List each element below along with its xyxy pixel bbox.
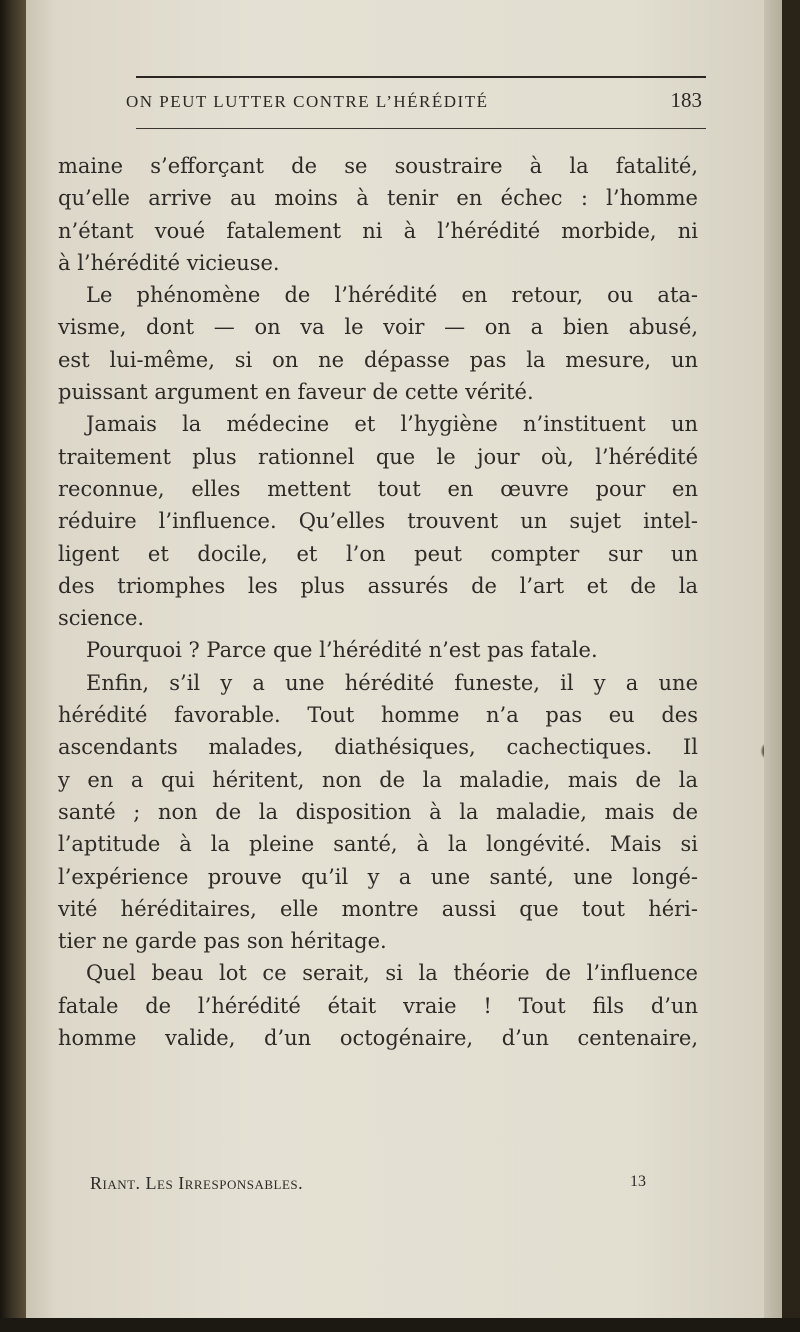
text-line: n’étant voué fatalement ni à l’hérédité morbide, ni <box>58 218 698 243</box>
text-line: vité héréditaires, elle montre aussi que tout héri- <box>58 896 698 921</box>
text-line: à l’hérédité vicieuse. <box>58 250 280 275</box>
text-line: qu’elle arrive au moins à tenir en échec : l’homme <box>58 186 698 211</box>
text-line: visme, dont — on va le voir — on a bien abusé, <box>58 315 698 340</box>
text-line: fatale de l’hérédité était vraie ! Tout fils d’un <box>58 993 698 1018</box>
text-line: traitement plus rationnel que le jour où, l’hérédité <box>58 444 698 469</box>
running-header <box>126 88 706 120</box>
text-line: l’aptitude à la pleine santé, à la longévité. Mais si <box>58 832 698 857</box>
page-number: 183 <box>670 88 702 112</box>
text-line: l’expérience prouve qu’il y a une santé, une longé- <box>58 864 698 889</box>
running-title: ON PEUT LUTTER CONTRE L’HÉRÉDITÉ <box>126 92 489 111</box>
text-line: Jamais la médecine et l’hygiène n’instituent un <box>86 412 698 437</box>
text-line: Quel beau lot ce serait, si la théorie de l’influence <box>86 961 698 986</box>
book-page <box>26 0 782 1318</box>
signature-mark: 13 <box>630 1173 646 1190</box>
book-spine-shadow <box>0 0 26 1332</box>
scan-bottom-edge <box>0 1318 800 1332</box>
text-line: y en a qui héritent, non de la maladie, mais de la <box>58 767 698 792</box>
page-edge <box>764 0 782 1318</box>
text-line: Enfin, s’il y a une hérédité funeste, il y a une <box>86 670 698 695</box>
text-line: Pourquoi ? Parce que l’hérédité n’est pas fatale. <box>86 638 598 663</box>
text-line: reconnue, elles mettent tout en œuvre pour en <box>58 476 698 501</box>
text-line: ascendants malades, diathésiques, cachectiques. Il <box>58 735 698 760</box>
text-line: est lui-même, si on ne dépasse pas la mesure, un <box>58 347 698 372</box>
text-line: Le phénomène de l’hérédité en retour, ou ata- <box>86 283 698 308</box>
text-line: puissant argument en faveur de cette vérité. <box>58 380 534 405</box>
text-line: maine s’efforçant de se soustraire à la fatalité, <box>58 154 698 178</box>
text-line: santé ; non de la disposition à la maladie, mais de <box>58 799 698 824</box>
footer-author-work: Riant. Les Irresponsables. <box>90 1173 304 1193</box>
page-footer <box>90 1173 646 1194</box>
text-line: homme valide, d’un octogénaire, d’un centenaire, <box>58 1026 698 1051</box>
text-line: réduire l’influence. Qu’elles trouvent un sujet intel- <box>58 509 698 534</box>
header-rule-top <box>136 76 706 78</box>
body-text <box>58 150 698 1054</box>
text-line: des triomphes les plus assurés de l’art et de la <box>58 573 698 598</box>
text-line: tier ne garde pas son héritage. <box>58 929 387 954</box>
text-line: ligent et docile, et l’on peut compter sur un <box>58 541 698 566</box>
text-line: hérédité favorable. Tout homme n’a pas eu des <box>58 703 698 728</box>
text-line: science. <box>58 606 145 631</box>
header-rule-bottom <box>136 128 706 129</box>
